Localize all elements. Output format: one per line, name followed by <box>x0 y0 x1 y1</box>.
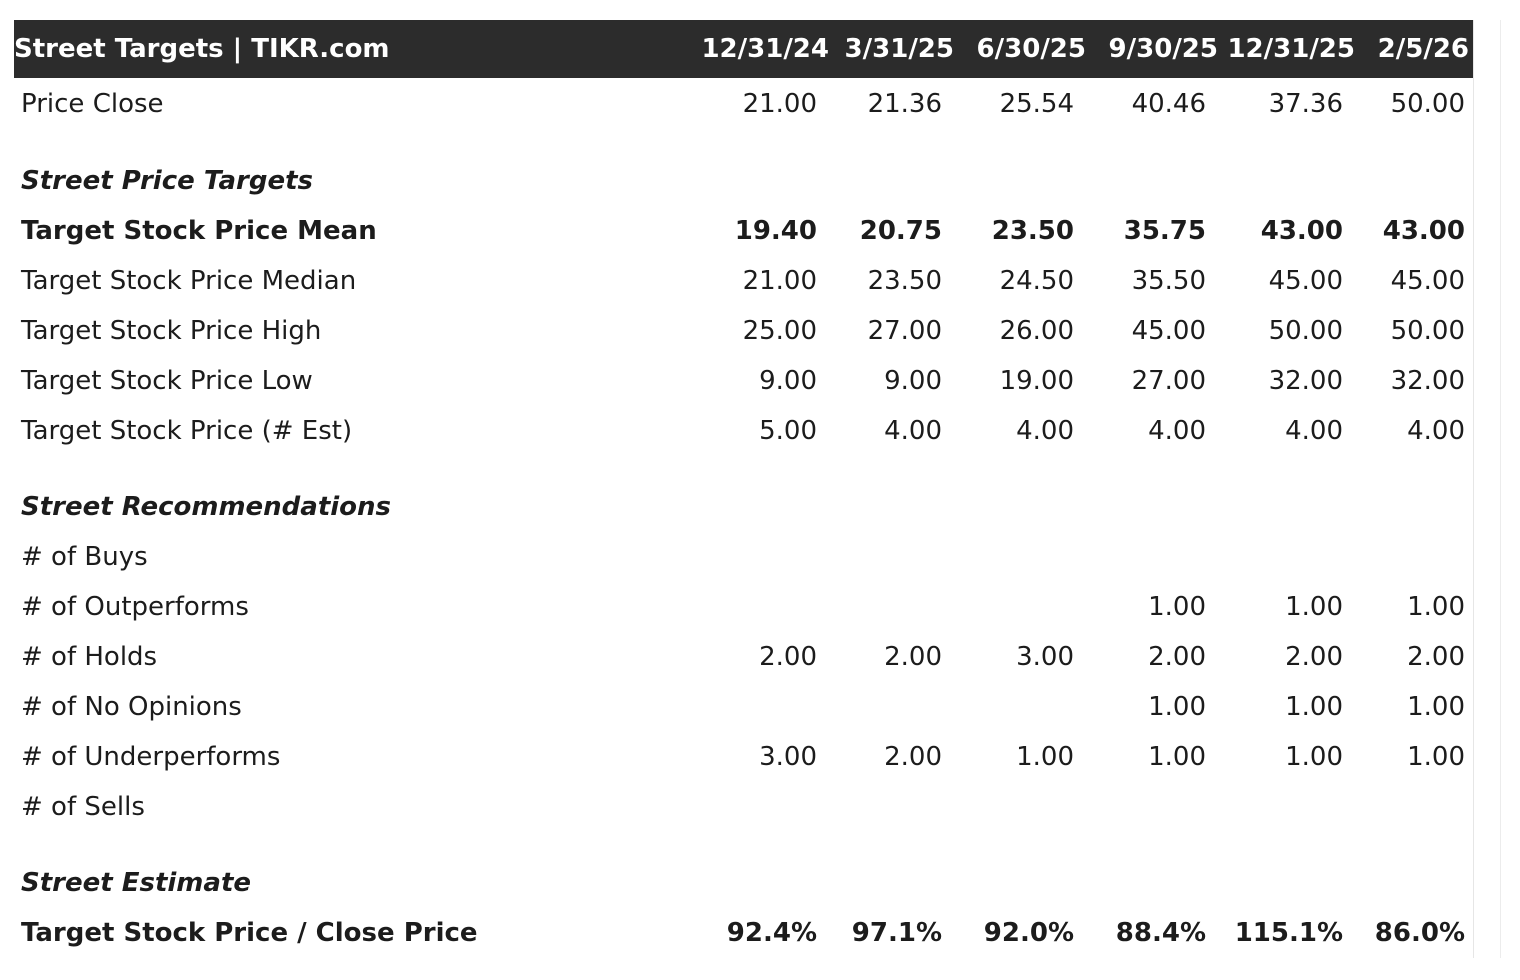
section-heading: Street Price Targets <box>21 166 313 196</box>
column-date-1[interactable]: 12/31/24 <box>694 20 829 78</box>
value-cell: 32.00 <box>1390 366 1465 396</box>
value-cell: 1.00 <box>1285 692 1343 722</box>
section-heading-price-targets <box>14 156 1473 206</box>
row-label: # of Sells <box>21 792 145 822</box>
value-cell: 19.40 <box>734 216 817 246</box>
spacer-row <box>14 832 1473 858</box>
table-title: Street Targets | TIKR.com <box>14 20 694 78</box>
value-cell: 32.00 <box>1268 366 1343 396</box>
value-cell <box>1218 782 1355 832</box>
table-row-underperforms <box>14 732 1473 782</box>
value-cell: 115.1% <box>1234 918 1343 948</box>
value-cell: 92.4% <box>726 918 817 948</box>
value-cell: 40.46 <box>1131 89 1206 119</box>
value-cell: 92.0% <box>983 918 1074 948</box>
value-cell: 2.00 <box>884 742 942 772</box>
section-heading-recommendations <box>14 482 1473 532</box>
value-cell: 25.54 <box>999 89 1074 119</box>
table-header-row <box>14 20 1473 78</box>
value-cell: 23.50 <box>867 266 942 296</box>
value-cell: 45.00 <box>1268 266 1343 296</box>
section-heading: Street Recommendations <box>21 492 392 522</box>
value-cell: 97.1% <box>851 918 942 948</box>
value-cell: 4.00 <box>884 416 942 446</box>
value-cell: 4.00 <box>1407 416 1465 446</box>
value-cell: 20.75 <box>859 216 942 246</box>
value-cell: 21.00 <box>742 89 817 119</box>
table-row-target-close-ratio <box>14 908 1473 958</box>
value-cell <box>829 782 954 832</box>
value-cell: 1.00 <box>1016 742 1074 772</box>
table-row-price-close <box>14 78 1473 130</box>
row-label: Target Stock Price Median <box>21 266 357 296</box>
value-cell <box>1355 782 1473 832</box>
table-row-target-median <box>14 256 1473 306</box>
row-label: Price Close <box>21 89 164 119</box>
value-cell: 2.00 <box>1285 642 1343 672</box>
value-cell: 1.00 <box>1148 742 1206 772</box>
value-cell: 1.00 <box>1148 692 1206 722</box>
row-label: Target Stock Price (# Est) <box>21 416 353 446</box>
value-cell: 2.00 <box>1148 642 1206 672</box>
value-cell <box>829 682 954 732</box>
value-cell: 5.00 <box>759 416 817 446</box>
value-cell: 25.00 <box>742 316 817 346</box>
value-cell: 35.75 <box>1123 216 1206 246</box>
value-cell: 9.00 <box>884 366 942 396</box>
value-cell <box>1355 532 1473 582</box>
row-label: # of Buys <box>21 542 148 572</box>
value-cell: 43.00 <box>1260 216 1343 246</box>
value-cell: 9.00 <box>759 366 817 396</box>
value-cell: 24.50 <box>999 266 1074 296</box>
value-cell: 19.00 <box>999 366 1074 396</box>
column-date-2[interactable]: 3/31/25 <box>829 20 954 78</box>
value-cell: 27.00 <box>867 316 942 346</box>
row-label: Target Stock Price High <box>21 316 322 346</box>
value-cell: 45.00 <box>1390 266 1465 296</box>
value-cell: 50.00 <box>1268 316 1343 346</box>
value-cell <box>694 682 829 732</box>
table-row-target-high <box>14 306 1473 356</box>
value-cell: 3.00 <box>1016 642 1074 672</box>
value-cell: 37.36 <box>1268 89 1343 119</box>
row-label: Target Stock Price / Close Price <box>21 918 478 948</box>
value-cell: 50.00 <box>1390 316 1465 346</box>
table-row-buys <box>14 532 1473 582</box>
value-cell <box>1218 532 1355 582</box>
value-cell: 4.00 <box>1016 416 1074 446</box>
value-cell: 23.50 <box>991 216 1074 246</box>
value-cell: 4.00 <box>1285 416 1343 446</box>
row-label: Target Stock Price Mean <box>21 216 377 246</box>
column-date-5[interactable]: 12/31/25 <box>1218 20 1355 78</box>
row-label: # of Outperforms <box>21 592 249 622</box>
value-cell: 86.0% <box>1374 918 1465 948</box>
table-row-no-opinions <box>14 682 1473 732</box>
street-targets-table <box>14 20 1473 958</box>
value-cell: 26.00 <box>999 316 1074 346</box>
value-cell <box>954 682 1086 732</box>
section-heading: Street Estimate <box>21 868 252 898</box>
table-row-holds <box>14 632 1473 682</box>
value-cell: 1.00 <box>1407 592 1465 622</box>
row-label: # of Underperforms <box>21 742 281 772</box>
value-cell: 21.00 <box>742 266 817 296</box>
value-cell <box>829 582 954 632</box>
table-row-outperforms <box>14 582 1473 632</box>
value-cell: 1.00 <box>1285 592 1343 622</box>
value-cell <box>829 532 954 582</box>
panel-edge-divider <box>1500 20 1501 958</box>
value-cell: 45.00 <box>1131 316 1206 346</box>
value-cell: 50.00 <box>1390 89 1465 119</box>
spacer-row <box>14 456 1473 482</box>
table-row-target-low <box>14 356 1473 406</box>
row-label: # of No Opinions <box>21 692 242 722</box>
section-heading-estimate <box>14 858 1473 908</box>
value-cell <box>694 532 829 582</box>
value-cell: 1.00 <box>1407 742 1465 772</box>
value-cell: 35.50 <box>1131 266 1206 296</box>
value-cell <box>1086 782 1218 832</box>
street-targets-panel <box>14 20 1474 958</box>
table-row-target-est-count <box>14 406 1473 456</box>
value-cell: 1.00 <box>1285 742 1343 772</box>
value-cell: 27.00 <box>1131 366 1206 396</box>
value-cell: 1.00 <box>1148 592 1206 622</box>
value-cell <box>954 532 1086 582</box>
spacer-row <box>14 130 1473 156</box>
value-cell <box>954 782 1086 832</box>
value-cell: 2.00 <box>759 642 817 672</box>
row-label: Target Stock Price Low <box>21 366 313 396</box>
table-row-sells <box>14 782 1473 832</box>
value-cell: 4.00 <box>1148 416 1206 446</box>
value-cell: 1.00 <box>1407 692 1465 722</box>
value-cell: 3.00 <box>759 742 817 772</box>
value-cell <box>694 582 829 632</box>
column-date-4[interactable]: 9/30/25 <box>1086 20 1218 78</box>
value-cell <box>1086 532 1218 582</box>
value-cell: 43.00 <box>1382 216 1465 246</box>
column-date-6[interactable]: 2/5/26 <box>1355 20 1473 78</box>
value-cell: 2.00 <box>1407 642 1465 672</box>
value-cell <box>954 582 1086 632</box>
row-label: # of Holds <box>21 642 158 672</box>
column-date-3[interactable]: 6/30/25 <box>954 20 1086 78</box>
table-row-target-mean <box>14 206 1473 256</box>
value-cell: 88.4% <box>1115 918 1206 948</box>
value-cell: 2.00 <box>884 642 942 672</box>
value-cell: 21.36 <box>867 89 942 119</box>
value-cell <box>694 782 829 832</box>
